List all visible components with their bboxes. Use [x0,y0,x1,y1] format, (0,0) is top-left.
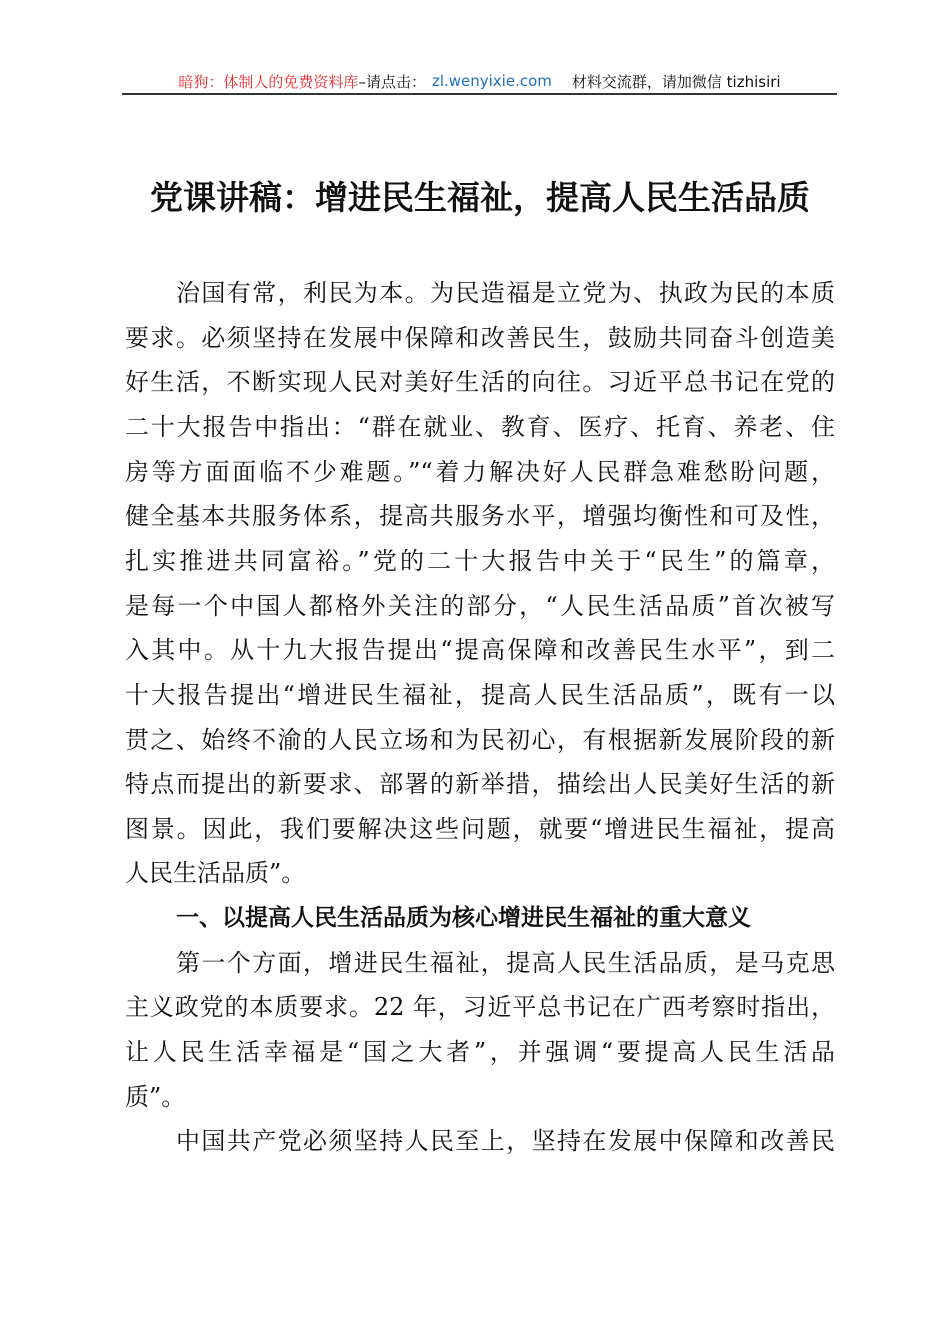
paragraph-line: 图景。因此，我们要解决这些问题，就要“增进民生福祉，提高 [125,814,835,843]
page-header [122,68,837,94]
paragraph-line: 十大报告提出“增进民生福祉，提高人民生活品质”，既有一以 [125,680,835,709]
header-contact: 材料交流群，请加微信 tizhisiri [571,72,781,91]
paragraph-line: 健全基本共服务体系，提高共服务水平，增强均衡性和可及性， [125,502,835,531]
section-heading: 一、以提高人民生活品质为核心增进民生福祉的重大意义 [176,905,751,932]
paragraph-line: 二十大报告中指出：“群在就业、教育、医疗、托育、养老、住 [125,412,835,441]
header-prompt: –请点击： [358,72,426,91]
paragraph-line: 扎实推进共同富裕。”党的二十大报告中关于“民生”的篇章， [125,546,835,575]
paragraph-line: 让人民生活幸福是“国之大者”，并强调“要提高人民生活品 [125,1038,835,1067]
paragraph-line: 房等方面面临不少难题。”“着力解决好人民群急难愁盼问题， [125,457,835,486]
paragraph-line: 主义政党的本质要求。22 年，习近平总书记在广西考察时指出， [125,993,835,1022]
paragraph-line: 入其中。从十九大报告提出“提高保障和改善民生水平”，到二 [125,636,835,665]
paragraph-line: 质”。 [125,1082,186,1111]
paragraph-line: 人民生活品质”。 [125,859,306,888]
paragraph-line: 治国有常，利民为本。为民造福是立党为、执政为民的本质 [176,279,835,307]
document-title: 党课讲稿：增进民生福祉，提高人民生活品质 [150,178,810,217]
paragraph-line: 第一个方面，增进民生福祉，提高人民生活品质，是马克思 [176,948,835,977]
header-link[interactable]: zl.wenyixie.com [431,72,552,90]
paragraph-line: 特点而提出的新要求、部署的新举措，描绘出人民美好生活的新 [125,770,835,799]
paragraph-line: 是每一个中国人都格外关注的部分，“人民生活品质”首次被写 [125,591,835,620]
paragraph-line: 贯之、始终不渝的人民立场和为民初心，有根据新发展阶段的新 [125,725,835,754]
header-divider [122,93,837,95]
header-brand: 暗狗：体制人的免费资料库 [178,72,359,91]
paragraph-line: 好生活，不断实现人民对美好生活的向往。习近平总书记在党的 [125,368,835,397]
paragraph-line: 要求。必须坚持在发展中保障和改善民生，鼓励共同奋斗创造美 [125,323,835,352]
paragraph-line: 中国共产党必须坚持人民至上，坚持在发展中保障和改善民 [176,1127,835,1156]
